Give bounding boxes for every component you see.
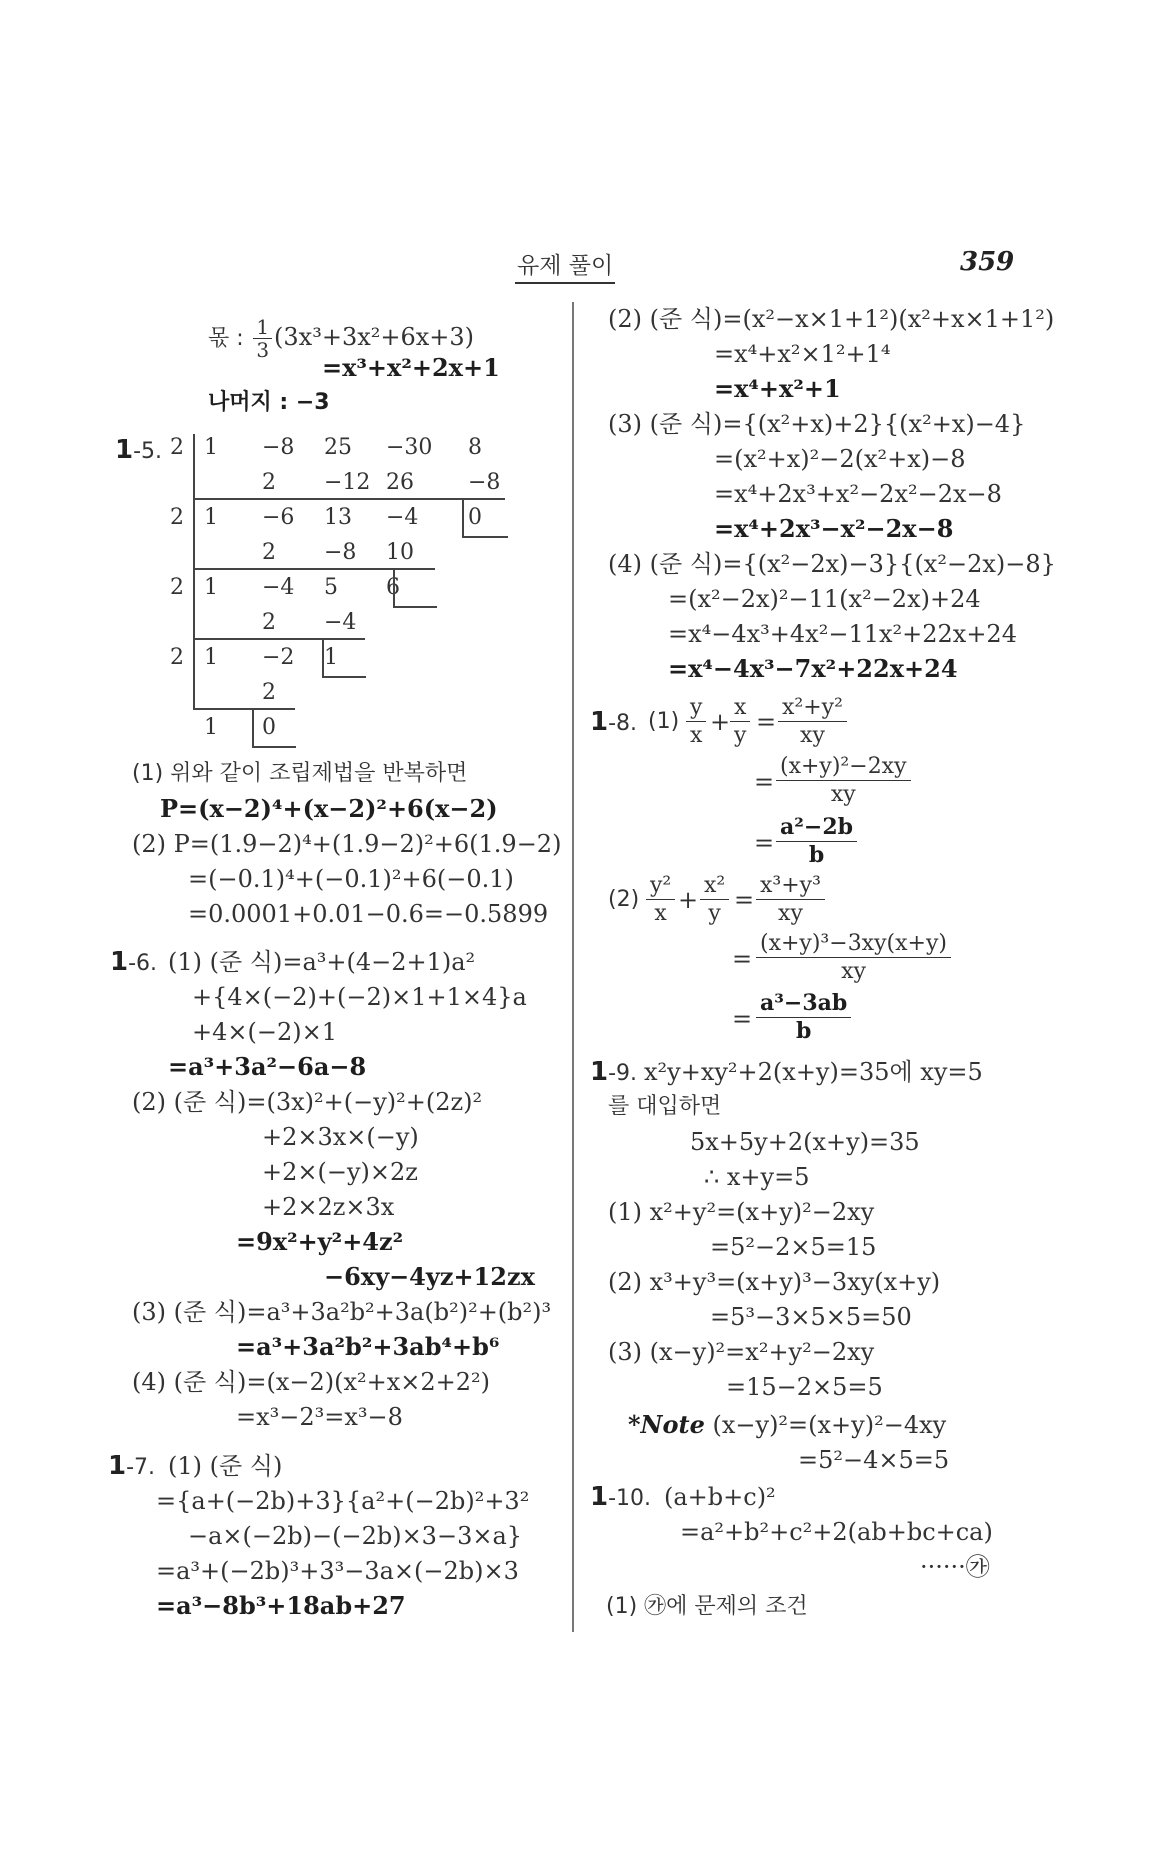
p18-1-fraction-expanded: (x+y)²−2xy xy (776, 753, 911, 808)
p16-2-line-2: +2×3x×(−y) (262, 1123, 419, 1151)
p18-1-eq-3: = (754, 829, 775, 857)
problem-1-5-number: 1-5. (115, 435, 163, 465)
p15-2-line-2: =(−0.1)⁴+(−0.1)²+6(−0.1) (188, 865, 514, 893)
p110-marker: ······㉮ (920, 1553, 990, 1581)
p16-2-line-1: (2) (준 식)=(3x)²+(−y)²+(2z)² (132, 1088, 483, 1116)
p110-line-1: (a+b+c)² (664, 1483, 776, 1511)
synthetic-cell: −8 (324, 540, 357, 565)
p16-2-answer-2: −6xy−4yz+12zx (324, 1262, 535, 1291)
p16-2-line-4: +2×2z×3x (262, 1193, 395, 1221)
synthetic-cell: −8 (262, 435, 295, 460)
p18-1-eq-2: = (754, 768, 775, 796)
synthetic-vertical-rule (193, 434, 195, 710)
synthetic-cell: 2 (170, 435, 184, 460)
p17-1-line-1: (1) (준 식) (168, 1452, 283, 1480)
p18-1-label: (1) (648, 709, 680, 734)
quotient-result: =x³+x²+2x+1 (322, 353, 500, 382)
synthetic-rule-1 (193, 498, 505, 500)
p18-2-fraction-sum: x³+y³ xy (756, 872, 825, 927)
synthetic-cell: −8 (468, 470, 501, 495)
p17-3-line-1: (3) (준 식)={(x²+x)+2}{(x²+x)−4} (608, 410, 1026, 438)
p18-2-eq-1: = (734, 886, 755, 914)
remainder-box-4 (252, 710, 296, 748)
page-number: 359 (960, 247, 1015, 277)
p18-2-fraction-y2-over-x: y² x (646, 872, 675, 927)
synthetic-cell: 6 (386, 575, 400, 600)
p18-1-plus: + (710, 708, 731, 736)
problem-1-10-number: 1-10. (590, 1482, 652, 1512)
p19-note-line-1: *Note (x−y)²=(x+y)²−4xy (628, 1410, 947, 1439)
p18-1-eq-1: = (756, 708, 777, 736)
remainder-box-3 (322, 640, 366, 678)
synthetic-cell: 2 (170, 505, 184, 530)
synthetic-cell: 10 (386, 540, 414, 565)
p15-2-line-3: =0.0001+0.01−0.6=−0.5899 (188, 900, 549, 928)
remainder-line: 나머지 : −3 (208, 390, 330, 415)
problem-1-9-number: 1-9. (590, 1057, 638, 1087)
synthetic-cell: −30 (386, 435, 433, 460)
p16-2-line-3: +2×(−y)×2z (262, 1158, 418, 1186)
p19-line-4: ∴ x+y=5 (704, 1163, 810, 1191)
synthetic-cell: 1 (204, 715, 218, 740)
p110-line-2: =a²+b²+c²+2(ab+bc+ca) (680, 1518, 993, 1546)
synthetic-cell: 2 (262, 540, 276, 565)
synthetic-cell: 0 (262, 715, 276, 740)
p18-2-fraction-answer: a³−3ab b (756, 990, 851, 1045)
quotient-label: 몫 : (208, 326, 244, 351)
p15-1-answer: P=(x−2)⁴+(x−2)²+6(x−2) (160, 794, 498, 823)
synthetic-cell: 2 (262, 680, 276, 705)
p16-3-answer: =a³+3a²b²+3ab⁴+b⁶ (236, 1332, 500, 1361)
p16-4-answer: =x³−2³=x³−8 (236, 1403, 403, 1431)
p17-4-answer: =x⁴−4x³−7x²+22x+24 (668, 654, 958, 683)
p18-2-label: (2) (608, 887, 640, 912)
synthetic-cell: 1 (324, 645, 338, 670)
p19-2-line-1: (2) x³+y³=(x+y)³−3xy(x+y) (608, 1268, 941, 1296)
p18-2-eq-3: = (732, 1005, 753, 1033)
p19-note-line-2: =5²−4×5=5 (798, 1446, 950, 1474)
synthetic-cell: −4 (386, 505, 419, 530)
p18-2-eq-2: = (732, 945, 753, 973)
synthetic-cell: 13 (324, 505, 352, 530)
p15-1-text: (1) 위와 같이 조립제법을 반복하면 (132, 761, 468, 786)
problem-1-8-number: 1-8. (590, 707, 638, 737)
p17-2-answer: =x⁴+x²+1 (714, 374, 841, 403)
p18-1-fraction-sum: x²+y² xy (778, 694, 847, 749)
synthetic-cell: 2 (262, 470, 276, 495)
synthetic-cell: −4 (324, 610, 357, 635)
remainder-box-1 (462, 500, 508, 538)
synthetic-cell: 25 (324, 435, 352, 460)
synthetic-cell: 2 (262, 610, 276, 635)
p17-4-line-3: =x⁴−4x³+4x²−11x²+22x+24 (668, 620, 1017, 648)
p16-1-line-3: +4×(−2)×1 (192, 1018, 337, 1046)
problem-1-7-number: 1-7. (108, 1451, 156, 1481)
synthetic-cell: −12 (324, 470, 371, 495)
p18-1-fraction-x-over-y: x y (730, 694, 750, 749)
column-divider (572, 302, 574, 1632)
p17-1-line-3: −a×(−2b)−(−2b)×3−3×a} (188, 1522, 523, 1550)
p18-2-fraction-expanded: (x+y)³−3xy(x+y) xy (756, 930, 951, 985)
p19-2-answer: =5³−3×5×5=50 (710, 1303, 912, 1331)
p16-1-line-2: +{4×(−2)+(−2)×1+1×4}a (192, 983, 527, 1011)
p17-2-line-1: (2) (준 식)=(x²−x×1+1²)(x²+x×1+1²) (608, 305, 1055, 333)
p110-line-3: (1) ㉮에 문제의 조건 (606, 1594, 808, 1619)
p16-3-line-1: (3) (준 식)=a³+3a²b²+3a(b²)²+(b²)³ (132, 1298, 552, 1326)
quotient-fraction: $\frac{1}{3}$ (253, 316, 272, 361)
synthetic-cell: 1 (204, 505, 218, 530)
synthetic-cell: 1 (204, 435, 218, 460)
synthetic-cell: 2 (170, 645, 184, 670)
problem-1-6-number: 1-6. (110, 947, 158, 977)
synthetic-cell: −2 (262, 645, 295, 670)
p19-1-answer: =5²−2×5=15 (710, 1233, 877, 1261)
synthetic-cell: −4 (262, 575, 295, 600)
p19-3-line-1: (3) (x−y)²=x²+y²−2xy (608, 1338, 875, 1366)
p17-1-line-4: =a³+(−2b)³+3³−3a×(−2b)×3 (156, 1557, 519, 1585)
p16-2-answer-1: =9x²+y²+4z² (236, 1227, 404, 1256)
synthetic-cell: 0 (468, 505, 482, 530)
p18-2-plus: + (678, 886, 699, 914)
synthetic-cell: −6 (262, 505, 295, 530)
p19-line-2: 를 대입하면 (608, 1094, 722, 1119)
p17-1-answer: =a³−8b³+18ab+27 (156, 1591, 406, 1620)
p17-3-line-2: =(x²+x)²−2(x²+x)−8 (714, 445, 966, 473)
p16-1-answer: =a³+3a²−6a−8 (168, 1052, 367, 1081)
p19-3-answer: =15−2×5=5 (726, 1373, 883, 1401)
p19-line-1: x²y+xy²+2(x+y)=35에 xy=5 (644, 1058, 983, 1086)
quotient-expression: (3x³+3x²+6x+3) (274, 323, 475, 351)
p19-1-line-1: (1) x²+y²=(x+y)²−2xy (608, 1198, 875, 1226)
p18-1-fraction-y-over-x: y x (686, 694, 706, 749)
p19-line-3: 5x+5y+2(x+y)=35 (690, 1128, 920, 1156)
note-label: *Note (628, 1410, 705, 1439)
synthetic-cell: 5 (324, 575, 338, 600)
p18-1-fraction-answer: a²−2b b (776, 814, 857, 869)
remainder-box-2 (393, 570, 437, 608)
p15-2-line-1: (2) P=(1.9−2)⁴+(1.9−2)²+6(1.9−2) (132, 830, 562, 858)
p16-1-line-1: (1) (준 식)=a³+(4−2+1)a² (168, 948, 476, 976)
p16-4-line-1: (4) (준 식)=(x−2)(x²+x×2+2²) (132, 1368, 491, 1396)
p17-3-answer: =x⁴+2x³−x²−2x−8 (714, 514, 954, 543)
p17-2-line-2: =x⁴+x²×1²+1⁴ (714, 340, 891, 368)
synthetic-cell: 2 (170, 575, 184, 600)
p17-4-line-2: =(x²−2x)²−11(x²−2x)+24 (668, 585, 981, 613)
p18-2-fraction-x2-over-y: x² y (700, 872, 729, 927)
p17-3-line-3: =x⁴+2x³+x²−2x²−2x−8 (714, 480, 1002, 508)
p17-4-line-1: (4) (준 식)={(x²−2x)−3}{(x²−2x)−8} (608, 550, 1056, 578)
synthetic-cell: 26 (386, 470, 414, 495)
page-header-title: 유제 풀이 (515, 247, 615, 284)
synthetic-cell: 1 (204, 645, 218, 670)
synthetic-cell: 1 (204, 575, 218, 600)
synthetic-cell: 8 (468, 435, 482, 460)
p17-1-line-2: ={a+(−2b)+3}{a²+(−2b)²+3² (156, 1487, 530, 1515)
